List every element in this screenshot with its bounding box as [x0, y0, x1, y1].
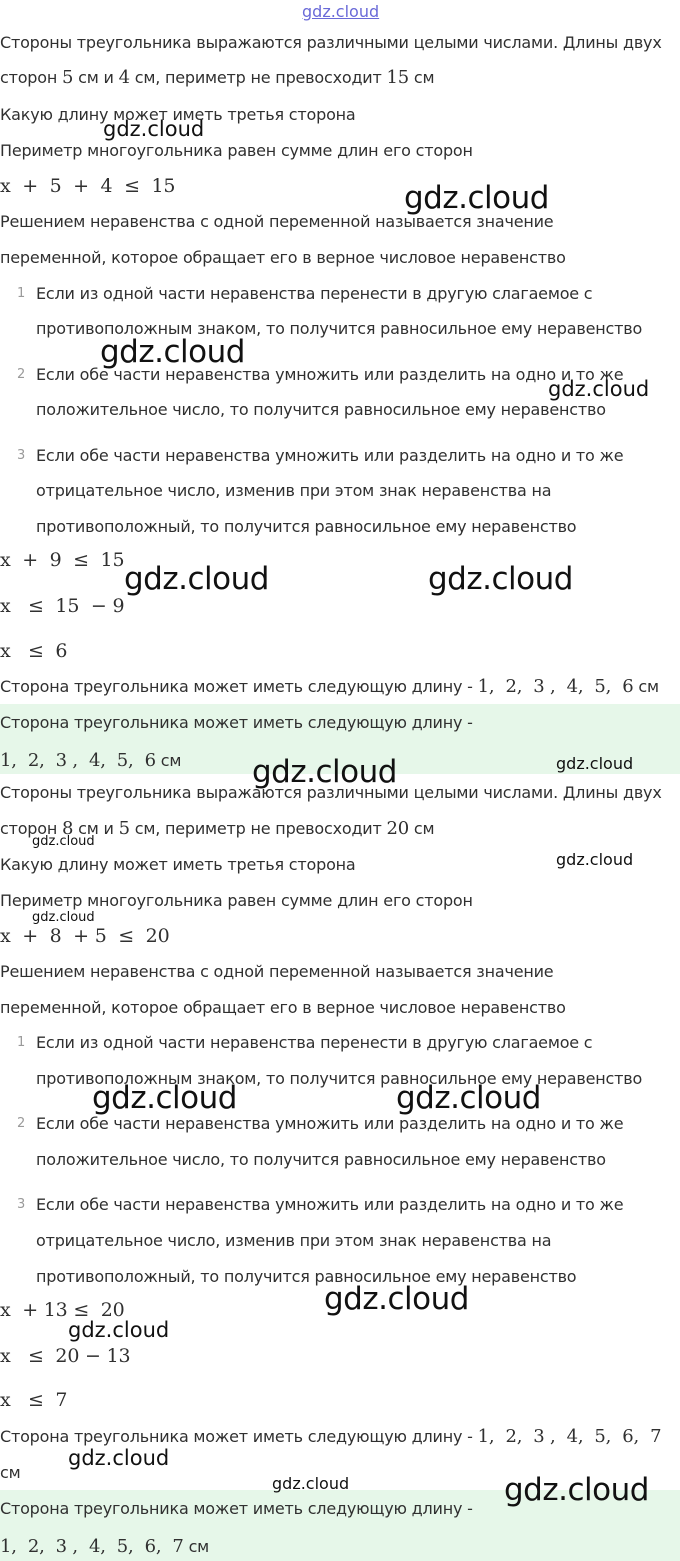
answer-text: Сторона треугольника может иметь следующую длину -	[0, 1499, 473, 1518]
list-marker: 2	[17, 367, 26, 382]
inequality: x + 13 ≤ 20	[0, 1299, 125, 1321]
watermark: gdz.cloud	[272, 1474, 350, 1493]
list-item: Если обе части неравенства умножить или разделить на одно и то же	[36, 446, 624, 465]
list-item: Если обе части неравенства умножить или разделить на одно и то же	[36, 365, 624, 384]
inequality: x + 5 + 4 ≤ 15	[0, 175, 176, 197]
definition-text: Решением неравенства с одной переменной называется значение	[0, 962, 554, 981]
conclusion-text: Сторона треугольника может иметь следующую длину - 1, 2, 3 , 4, 5, 6 см	[0, 676, 659, 697]
watermark: gdz.cloud	[124, 561, 269, 597]
answer-text: Сторона треугольника может иметь следующую длину -	[0, 713, 473, 732]
definition-text: переменной, которое обращает его в верное числовое неравенство	[0, 998, 566, 1017]
list-item: положительное число, то получится равносильное ему неравенство	[36, 1150, 606, 1169]
list-marker: 2	[17, 1116, 26, 1131]
list-item: Если обе части неравенства умножить или разделить на одно и то же	[36, 1195, 624, 1214]
list-item: отрицательное число, изменив при этом знак неравенства на	[36, 481, 552, 500]
list-item: противоположным знаком, то получится равносильное ему неравенство	[36, 319, 643, 338]
watermark: gdz.cloud	[556, 754, 634, 773]
conclusion-unit: см	[0, 1463, 21, 1482]
watermark: gdz.cloud	[103, 117, 205, 141]
inequality: x ≤ 7	[0, 1389, 68, 1411]
watermark: gdz.cloud	[324, 1281, 469, 1317]
list-item: Если обе части неравенства умножить или разделить на одно и то же	[36, 1114, 624, 1133]
answer-values: 1, 2, 3 , 4, 5, 6 см	[0, 750, 182, 771]
list-marker: 3	[17, 448, 26, 463]
list-marker: 1	[17, 1035, 26, 1050]
answer-values: 1, 2, 3 , 4, 5, 6, 7 см	[0, 1536, 210, 1557]
site-link[interactable]: gdz.cloud	[302, 2, 380, 21]
watermark: gdz.cloud	[396, 1080, 541, 1116]
watermark: gdz.cloud	[92, 1080, 237, 1116]
list-item: противоположный, то получится равносильное ему неравенство	[36, 517, 577, 536]
problem-text: Стороны треугольника выражаются различными целыми числами. Длины двух	[0, 783, 662, 802]
list-item: Если из одной части неравенства перенести в другую слагаемое с	[36, 284, 593, 303]
watermark: gdz.cloud	[100, 334, 245, 370]
list-item: положительное число, то получится равносильное ему неравенство	[36, 400, 606, 419]
rule-text: Периметр многоугольника равен сумме длин его сторон	[0, 141, 473, 160]
question-text: Какую длину может иметь третья сторона	[0, 105, 356, 124]
watermark: gdz.cloud	[32, 834, 95, 849]
watermark: gdz.cloud	[68, 1318, 170, 1342]
list-item: противоположным знаком, то получится равносильное ему неравенство	[36, 1069, 643, 1088]
problem-text: сторон 5 см и 4 см, периметр не превосходит 15 см	[0, 67, 435, 88]
question-text: Какую длину может иметь третья сторона	[0, 855, 356, 874]
list-item: противоположный, то получится равносильное ему неравенство	[36, 1267, 577, 1286]
watermark: gdz.cloud	[504, 1472, 649, 1508]
watermark: gdz.cloud	[32, 910, 95, 925]
definition-text: переменной, которое обращает его в верное числовое неравенство	[0, 248, 566, 267]
list-marker: 3	[17, 1197, 26, 1212]
inequality: x ≤ 20 − 13	[0, 1345, 131, 1367]
rule-text: Периметр многоугольника равен сумме длин его сторон	[0, 891, 473, 910]
inequality: x + 9 ≤ 15	[0, 549, 125, 571]
inequality: x ≤ 6	[0, 640, 68, 662]
watermark: gdz.cloud	[252, 754, 397, 790]
conclusion-text: Сторона треугольника может иметь следующую длину - 1, 2, 3 , 4, 5, 6, 7	[0, 1426, 662, 1447]
watermark: gdz.cloud	[548, 377, 650, 401]
inequality: x + 8 + 5 ≤ 20	[0, 925, 170, 947]
inequality: x ≤ 15 − 9	[0, 595, 125, 617]
problem-text: Стороны треугольника выражаются различными целыми числами. Длины двух	[0, 33, 662, 52]
problem-text: сторон 8 см и 5 см, периметр не превосходит 20 см	[0, 818, 435, 839]
list-item: отрицательное число, изменив при этом знак неравенства на	[36, 1231, 552, 1250]
watermark: gdz.cloud	[68, 1446, 170, 1470]
watermark: gdz.cloud	[404, 180, 549, 216]
watermark: gdz.cloud	[556, 850, 634, 869]
watermark: gdz.cloud	[428, 561, 573, 597]
list-marker: 1	[17, 286, 26, 301]
definition-text: Решением неравенства с одной переменной называется значение	[0, 212, 554, 231]
list-item: Если из одной части неравенства перенести в другую слагаемое с	[36, 1033, 593, 1052]
